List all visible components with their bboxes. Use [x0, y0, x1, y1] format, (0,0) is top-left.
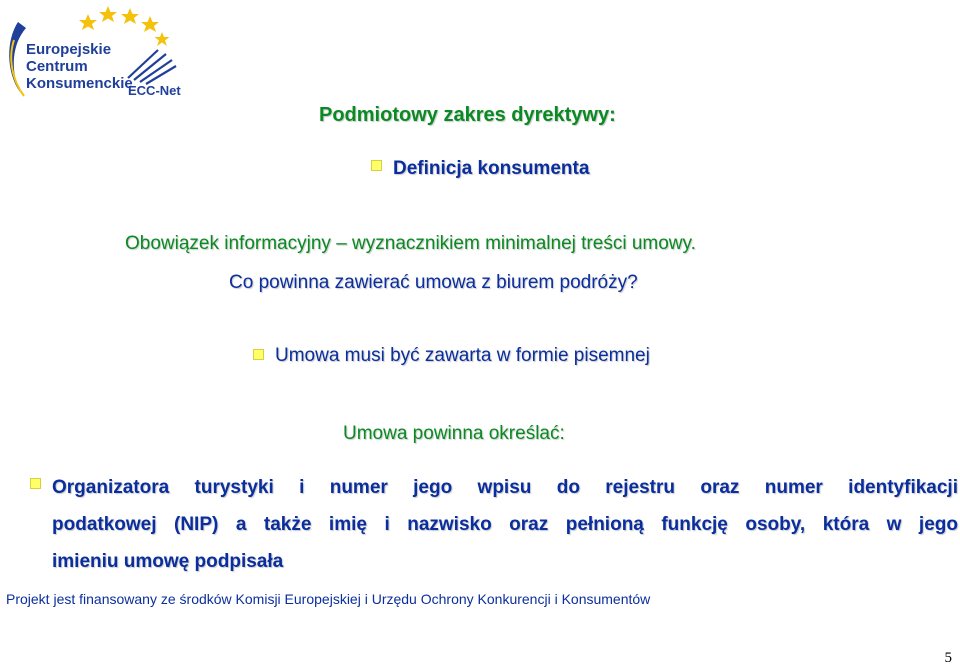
info-line: Obowiązek informacyjny – wyznacznikiem minimalnej treści umowy.	[125, 233, 696, 254]
bullet-icon	[30, 478, 41, 489]
bullet-definicja: Definicja konsumenta	[393, 158, 590, 179]
logo-line1: Europejskie	[26, 41, 112, 58]
subheading: Umowa powinna określać:	[343, 423, 565, 444]
bullet-icon	[253, 349, 264, 360]
logo-line3: Konsumenckie	[26, 75, 133, 92]
page-number: 5	[944, 650, 952, 666]
question-line: Co powinna zawierać umowa z biurem podróży?	[229, 272, 638, 293]
slide-heading: Podmiotowy zakres dyrektywy:	[319, 104, 616, 126]
bullet-organizator-line1: Organizatora turystyki i numer jego wpisu do rejestru oraz numer identyfikacji	[52, 477, 958, 498]
stripes-icon	[128, 50, 176, 84]
logo-network: ECC-Net	[128, 83, 181, 98]
ecc-logo	[0, 0, 185, 110]
bullet-organizator-line3: imieniu umowę podpisała	[52, 551, 284, 572]
bullet-forma: Umowa musi być zawarta w formie pisemnej	[275, 345, 650, 366]
bullet-icon	[371, 160, 382, 171]
star-icon	[79, 6, 170, 46]
logo-line2: Centrum	[26, 58, 88, 75]
bullet-organizator-line2: podatkowej (NIP) a także imię i nazwisko oraz pełnioną funkcję osoby, która w jego	[52, 514, 958, 535]
footer-text: Projekt jest finansowany ze środków Komisji Europejskiej i Urzędu Ochrony Konkurencji i Konsumentów	[6, 591, 651, 607]
